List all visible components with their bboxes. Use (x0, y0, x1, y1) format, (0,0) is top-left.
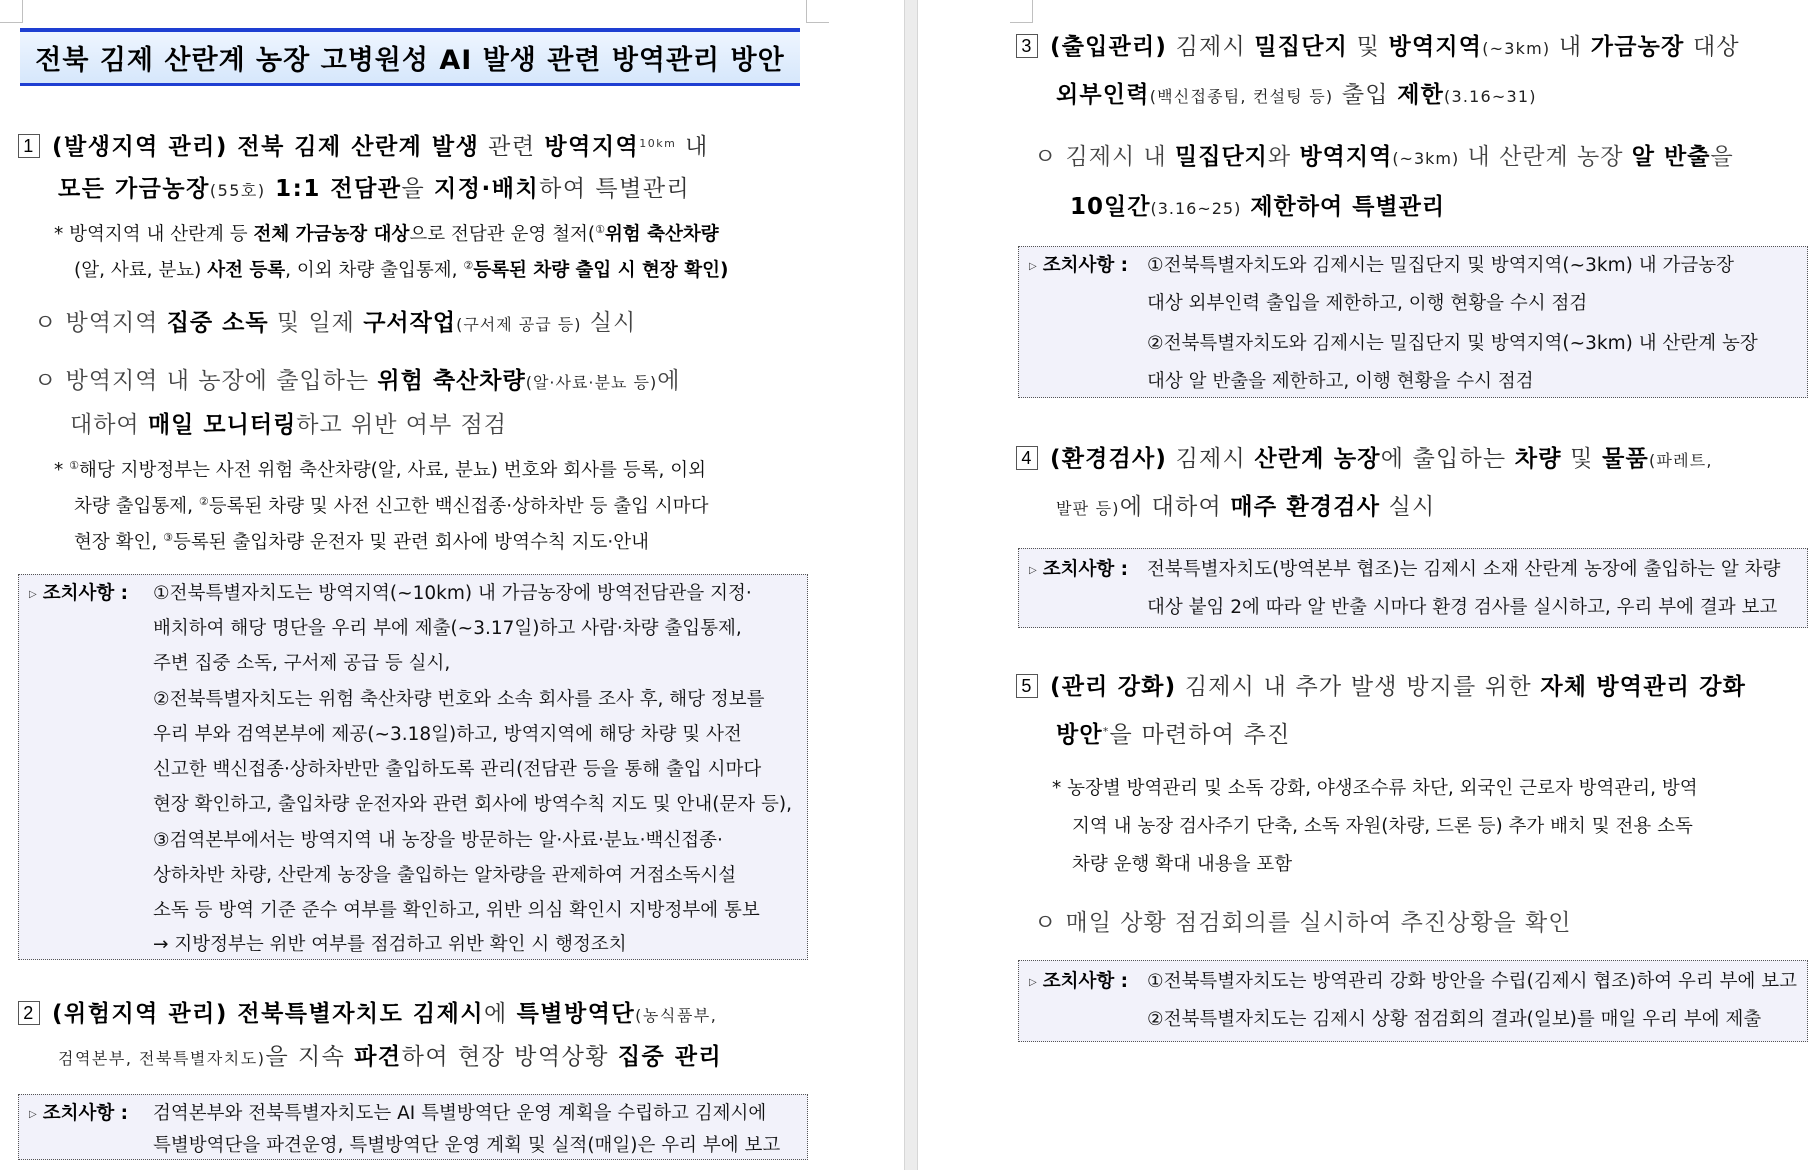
section-1-bullet-2-line2: 대하여 매일 모니터링하고 위반 여부 점검 (70, 412, 507, 438)
section-5-note-line3: 차량 운행 확대 내용을 포함 (1072, 854, 1293, 875)
action-line: 소독 등 방역 기준 준수 여부를 확인하고, 위반 의심 확인시 지방정부에 통보 (153, 900, 760, 921)
section-5-action-box (1018, 960, 1808, 1042)
action-line: 우리 부와 검역본부에 제공(~3.18일)하고, 방역지역에 해당 차량 및 사전 (153, 724, 742, 745)
section-5-heading: 5 (관리 강화) 김제시 내 추가 발생 방지를 위한 자체 방역관리 강화 (1016, 668, 1746, 701)
section-number-box: 3 (1016, 34, 1038, 58)
action-line: 대상 외부인력 출입을 제한하고, 이행 현황을 수시 점검 (1147, 293, 1588, 314)
action-line: 현장 확인하고, 출입차량 운전자와 관련 회사에 방역수칙 지도 및 안내(문자 등), (153, 794, 793, 815)
document-page-right (918, 0, 1820, 1170)
section-5-note-line1: * 농장별 방역관리 및 소독 강화, 야생조수류 차단, 외국인 근로자 방역관리, 방역 (1052, 778, 1698, 799)
action-line: 검역본부와 전북특별자치도는 AI 특별방역단 운영 계획을 수립하고 김제시에 (153, 1103, 767, 1124)
section-3-heading-line2: 외부인력(백신접종팀, 컨설팅 등) 출입 제한(3.16~31) (1056, 82, 1537, 108)
section-5-heading-line2: 방안*을 마련하여 추진 (1056, 722, 1291, 748)
section-3-heading: 3 (출입관리) 김제시 밀집단지 및 방역지역(~3km) 내 가금농장 대상 (1016, 28, 1740, 61)
section-4-action-box (1018, 548, 1808, 628)
section-1-note2-line2: 차량 출입통제, ②등록된 차량 및 사전 신고한 백신접종·상하차반 등 출입 시마다 (74, 495, 709, 517)
action-line: ①전북특별자치도는 방역지역(~10km) 내 가금농장에 방역전담관을 지정· (153, 583, 752, 604)
section-2-heading-line2: 검역본부, 전북특별자치도)을 지속 파견하여 현장 방역상황 집중 관리 (58, 1044, 723, 1070)
section-number-box: 2 (18, 1001, 40, 1025)
section-5-note-line2: 지역 내 농장 검사주기 단축, 소독 자원(차량, 드론 등) 추가 배치 및 전용 소독 (1072, 816, 1693, 837)
document-title-text: 전북 김제 산란계 농장 고병원성 AI 발생 관련 방역관리 방안 (35, 45, 785, 76)
section-1-note-line1: * 방역지역 내 산란계 등 전체 가금농장 대상으로 전담관 운영 철저(①위험 축산차량 (54, 223, 719, 245)
action-tag: ▷ 조치사항 : (1029, 255, 1129, 276)
section-number-box: 1 (18, 134, 40, 158)
section-3-bullet-1-line2: 10일간(3.16~25) 제한하여 특별관리 (1070, 194, 1446, 220)
section-1-bullet-2: ㅇ 방역지역 내 농장에 출입하는 위험 축산차량(알·사료·분뇨 등)에 (34, 368, 681, 394)
action-line: 특별방역단을 파견운영, 특별방역단 운영 계획 및 실적(매일)은 우리 부에 보고 (153, 1135, 781, 1156)
action-tag: ▷ 조치사항 : (1029, 971, 1129, 992)
triangle-icon: ▷ (29, 1109, 37, 1120)
triangle-icon: ▷ (1029, 565, 1037, 576)
page-corner-mark (1010, 0, 1033, 23)
section-5-bullet-1: ㅇ 매일 상황 점검회의를 실시하여 추진상황을 확인 (1034, 910, 1572, 936)
section-3-action-box (1018, 246, 1808, 398)
action-line: 상하차반 차량, 산란계 농장을 출입하는 알차량을 관제하여 거점소독시설 (153, 865, 737, 886)
action-tag: ▷ 조치사항 : (1029, 559, 1129, 580)
section-1-heading-line2: 모든 가금농장(55호) 1:1 전담관을 지정·배치하여 특별관리 (58, 176, 691, 202)
action-line: ②전북특별자치도와 김제시는 밀집단지 및 방역지역(~3km) 내 산란계 농장 (1147, 333, 1758, 354)
section-number-box: 4 (1016, 446, 1038, 470)
triangle-icon: ▷ (1029, 261, 1037, 272)
section-1-note2-line1: * ①해당 지방정부는 사전 위험 축산차량(알, 사료, 분뇨) 번호와 회사를 등록, 이외 (54, 459, 707, 481)
action-line: 대상 알 반출을 제한하고, 이행 현황을 수시 점검 (1147, 371, 1534, 392)
section-1-note2-line3: 현장 확인, ③등록된 출입차량 운전자 및 관련 회사에 방역수칙 지도·안내 (74, 531, 649, 553)
triangle-icon: ▷ (1029, 977, 1037, 988)
action-line: → 지방정부는 위반 여부를 점검하고 위반 확인 시 행정조치 (153, 934, 627, 955)
action-line: 신고한 백신접종·상하차반만 출입하도록 관리(전담관 등을 통해 출입 시마다 (153, 759, 762, 780)
section-1-note-line2: (알, 사료, 분뇨) 사전 등록, 이외 차량 출입통제, ②등록된 차량 출입 시 현장 확인) (74, 259, 729, 281)
document-title (20, 28, 800, 86)
section-1-heading: 1 (발생지역 관리) 전북 김제 산란계 발생 관련 방역지역$^{10km}$ 내 (18, 128, 709, 161)
page-gutter (904, 0, 918, 1170)
section-2-action-box (18, 1094, 808, 1160)
section-number-box: 5 (1016, 674, 1038, 698)
section-4-heading: 4 (환경검사) 김제시 산란계 농장에 출입하는 차량 및 물품(파레트, (1016, 440, 1713, 473)
document-page-left (0, 0, 904, 1170)
action-line: ②전북특별자치도는 위험 축산차량 번호와 소속 회사를 조사 후, 해당 정보를 (153, 689, 765, 710)
section-3-bullet-1: ㅇ 김제시 내 밀집단지와 방역지역(~3km) 내 산란계 농장 알 반출을 (1034, 144, 1734, 170)
action-line: ①전북특별자치도는 방역관리 강화 방안을 수립(김제시 협조)하여 우리 부에 보고 (1147, 971, 1797, 992)
action-line: 배치하여 해당 명단을 우리 부에 제출(~3.17일)하고 사람·차량 출입통제, (153, 618, 742, 639)
section-4-heading-line2: 발판 등)에 대하여 매주 환경검사 실시 (1056, 494, 1436, 520)
page-corner-mark (806, 0, 829, 23)
triangle-icon: ▷ (29, 589, 37, 600)
action-line: ③검역본부에서는 방역지역 내 농장을 방문하는 알·사료·분뇨·백신접종· (153, 830, 723, 851)
action-line: 전북특별자치도(방역본부 협조)는 김제시 소재 산란계 농장에 출입하는 알 차량 (1147, 559, 1781, 580)
action-line: ①전북특별자치도와 김제시는 밀집단지 및 방역지역(~3km) 내 가금농장 (1147, 255, 1734, 276)
action-line: 대상 붙임 2에 따라 알 반출 시마다 환경 검사를 실시하고, 우리 부에 결과 보고 (1147, 597, 1778, 618)
action-tag: ▷ 조치사항 : (29, 583, 129, 604)
action-line: ②전북특별자치도는 김제시 상황 점검회의 결과(일보)를 매일 우리 부에 제출 (1147, 1009, 1762, 1030)
page-corner-mark (0, 0, 23, 23)
section-1-bullet-1: ㅇ 방역지역 집중 소독 및 일제 구서작업(구서제 공급 등) 실시 (34, 310, 637, 336)
action-line: 주변 집중 소독, 구서제 공급 등 실시, (153, 653, 451, 674)
action-tag: ▷ 조치사항 : (29, 1103, 129, 1124)
section-1-action-box (18, 574, 808, 960)
section-2-heading: 2 (위험지역 관리) 전북특별자치도 김제시에 특별방역단(농식품부, (18, 995, 717, 1028)
